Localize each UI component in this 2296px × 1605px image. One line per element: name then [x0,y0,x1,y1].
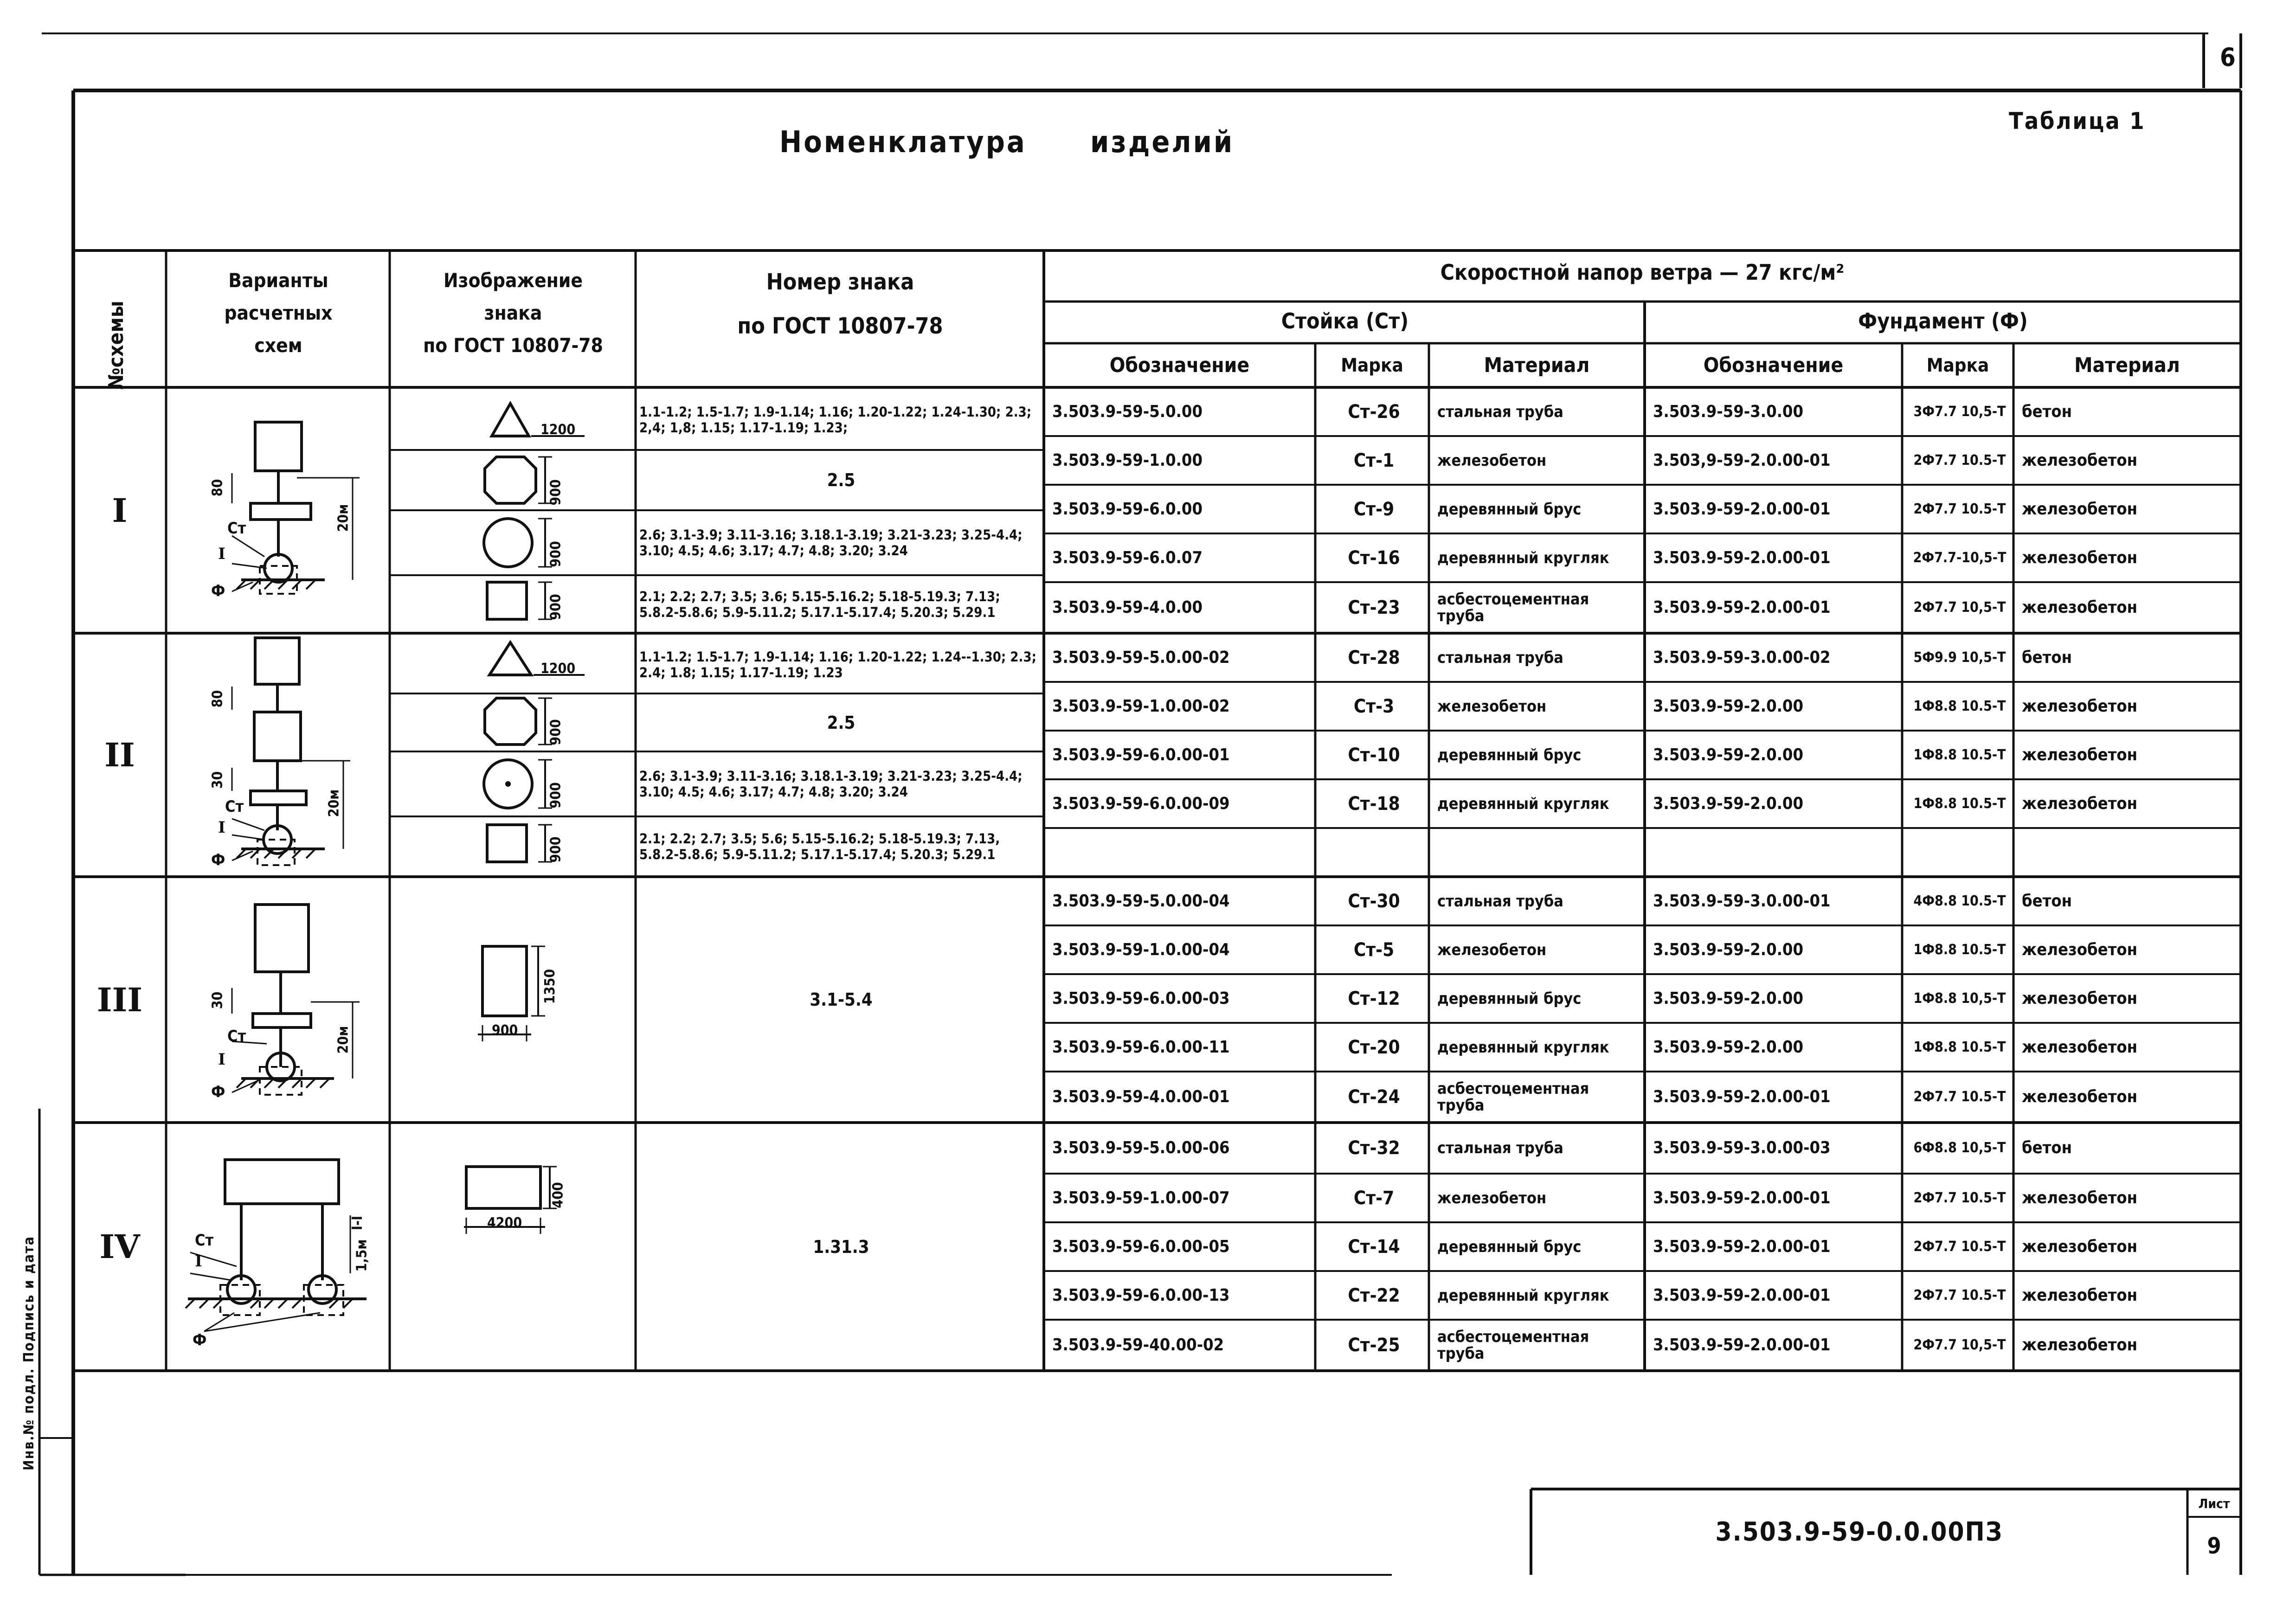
foundation-designation: 3.503.9-59-3.0.00-03 [1653,1138,1831,1157]
col-material: Материал [1484,353,1590,377]
post-designation: 3.503.9-59-6.0.00 [1052,499,1203,519]
post-designation: 3.503.9-59-1.0.00-07 [1052,1188,1230,1207]
foundation-designation [1653,828,1897,877]
sign-number-list: 1.1-1.2; 1.5-1.7; 1.9-1.14; 1.16; 1.20-1.22; 1.24-1.30; 2.3; 2,4; 1,8; 1.15; 1.17-1.19; 1.23; [639,404,1032,436]
post-designation: 3.503.9-59-6.0.00-01 [1052,745,1230,764]
foundation-mark: 2Ф7.7-10,5-Т [1913,549,2007,566]
post-mark: Ст-32 [1348,1137,1400,1159]
foundation-material: железобетон [2022,696,2137,716]
scheme-no-header: №схемы [104,301,128,390]
foundation-mark: 3Ф7.7 10,5-Т [1913,403,2006,420]
scheme-diagram-3 [232,905,360,1095]
scheme-post-label: Ст [225,797,244,816]
post-material: железобетон [1437,451,1547,470]
sign-number-list: 2.6; 3.1-3.9; 3.11-3.16; 3.18.1-3.19; 3.21-3.23; 3.25-4.4; 3.10; 4.5; 4.6; 3.17; 4.7; 4.8; 3.20; 3.24 [639,527,1023,559]
sign-number-list: 2.5 [827,712,855,733]
square-sign-icon [487,582,552,619]
foundation-designation: 3.503.9-59-2.0.00 [1653,940,1803,959]
post-material: железобетон [1437,1188,1547,1207]
scheme-foundation-label: Ф [211,851,225,869]
scheme-dim-label: I-I [349,1215,366,1231]
doc-code: 3.503.9-59-0.0.00ПЗ [1715,1517,2003,1547]
scheme-dim-label: 30 [209,771,226,789]
sign-dim-label: 900 [547,479,564,506]
post-designation: 3.503.9-59-5.0.00-06 [1052,1138,1230,1157]
foundation-material: железобетон [2022,499,2137,519]
post-designation: 3.503.9-59-6.0.00-13 [1052,1285,1230,1305]
sign-number-list: 2.1; 2.2; 2.7; 3.5; 3.6; 5.15-5.16.2; 5.18-5.19.3; 7.13; 5.8.2-5.8.6; 5.9-5.11.2; 5.17.1-5.17.4; 5.20.3; 5.29.1 [639,588,1000,620]
sign-dim-label: 1200 [540,422,576,438]
foundation-material [2022,828,2236,877]
sign-number-list: 1.1-1.2; 1.5-1.7; 1.9-1.14; 1.16; 1.20-1.22; 1.24--1.30; 2.3; 2.4; 1.8; 1.15; 1.17-1.19; 1.23 [639,648,1037,681]
post-designation [1052,828,1311,877]
post-designation: 3.503.9-59-40.00-02 [1052,1335,1224,1355]
foundation-designation: 3.503.9-59-3.0.00-01 [1653,891,1831,911]
foundation-material: железобетон [2022,794,2137,813]
scheme-number: IV [99,1227,140,1266]
foundation-mark: 2Ф7.7 10.5-Т [1913,1238,2006,1255]
foundation-material: железобетон [2022,940,2137,959]
sign-dim-label: 900 [547,836,564,863]
foundation-material: железобетон [2022,450,2137,470]
foundation-mark: 2Ф7.7 10,5-Т [1913,599,2006,616]
sign-no-header-1: Номер знака [766,269,914,295]
post-designation: 3.503.9-59-1.0.00 [1052,450,1203,470]
col-mark-2: Марка [1926,354,1989,376]
sign-dim-label: 900 [547,782,564,809]
scheme-dim-label: 30 [209,991,226,1009]
post-designation: 3.503.9-59-5.0.00-04 [1052,891,1230,911]
post-designation: 3.503.9-59-5.0.00-02 [1052,648,1230,667]
post-mark: Ст-14 [1348,1236,1400,1258]
scheme-foundation-label: Ф [211,582,225,600]
foundation-mark [1910,828,2009,877]
image-header-1: Изображение [444,269,583,292]
post-designation: 3.503.9-59-6.0.00-03 [1052,989,1230,1008]
foundation-material: железобетон [2022,989,2137,1008]
post-material: асбестоцементная труба [1437,1328,1589,1363]
post-mark: Ст-24 [1348,1086,1400,1108]
foundation-designation: 3.503.9-59-2.0.00-01 [1653,499,1831,519]
foundation-designation: 3.503.9-59-2.0.00-01 [1653,1087,1831,1106]
foundation-material: железобетон [2022,1087,2137,1106]
post-mark: Ст-20 [1348,1036,1400,1058]
sign-number-list: 3.1-5.4 [810,989,873,1010]
sign-dim-label: 400 [550,1182,566,1208]
sign-no-header-2: по ГОСТ 10807-78 [737,313,943,339]
foundation-mark: 2Ф7.7 10,5-Т [1913,1337,2006,1353]
foundation-designation: 3.503.9-59-2.0.00-01 [1653,548,1831,567]
scheme-post-label: Ст [227,519,246,538]
foundation-mark: 6Ф8.8 10,5-Т [1913,1140,2006,1156]
foundation-designation: 3.503.9-59-2.0.00 [1653,696,1803,716]
post-mark: Ст-5 [1353,939,1395,961]
post-mark: Ст-28 [1348,647,1400,668]
post-material: деревянный кругляк [1437,1038,1609,1057]
col-designation-2: Обозначение [1703,353,1844,377]
foundation-material: железобетон [2022,1285,2137,1305]
col-designation: Обозначение [1109,353,1250,377]
scheme-diagram-2 [232,638,350,865]
post-material: деревянный кругляк [1437,794,1609,813]
foundation-designation: 3.503.9-59-2.0.00-01 [1653,1188,1831,1207]
foundation-mark: 2Ф7.7 10.5-Т [1913,1089,2006,1105]
sheet-number: 9 [2207,1533,2221,1559]
post-designation: 3.503.9-59-5.0.00 [1052,402,1203,421]
page-number: 6 [2220,43,2236,72]
foundation-mark: 1Ф8.8 10.5-Т [1913,795,2006,812]
post-designation: 3.503.9-59-4.0.00-01 [1052,1087,1230,1106]
foundation-mark: 2Ф7.7 10.5-Т [1913,452,2006,469]
sign-number-list: 2.1; 2.2; 2.7; 3.5; 5.6; 5.15-5.16.2; 5.18-5.19.3; 7.13, 5.8.2-5.8.6; 5.9-5.11.2; 5.17.1-5.17.4; 5.20.3; 5.29.1 [639,831,1000,862]
sign-number-list: 2.6; 3.1-3.9; 3.11-3.16; 3.18.1-3.19; 3.21-3.23; 3.25-4.4; 3.10; 4.5; 4.6; 3.17; 4.7; 4.8; 3.20; 3.24 [639,768,1023,800]
post-material: стальная труба [1437,892,1563,911]
post-material [1437,828,1640,877]
wind-header: Скоростной напор ветра — 27 кгс/м² [1440,260,1845,285]
circle-sign-icon [484,760,552,808]
post-header: Стойка (Ст) [1281,308,1409,334]
variants-header-2: расчетных [224,302,333,324]
post-designation: 3.503.9-59-1.0.00-04 [1052,940,1230,959]
foundation-mark: 2Ф7.7 10.5-Т [1913,501,2006,517]
post-material: деревянный брус [1437,1237,1582,1256]
sign-dim-label: 1200 [540,661,576,677]
post-mark: Ст-1 [1353,449,1395,471]
scheme-dim-label: 20м [326,789,342,817]
foundation-designation: 3.503.9-59-2.0.00-01 [1653,598,1831,617]
foundation-mark: 1Ф8.8 10.5-Т [1913,746,2006,763]
foundation-designation: 3.503,9-59-2.0.00-01 [1653,450,1831,470]
foundation-designation: 3.503.9-59-2.0.00-01 [1653,1335,1831,1355]
scheme-post-label: Ст [195,1231,214,1250]
side-stamp: Инв.№ подл. Подпись и дата [21,1236,37,1470]
scheme-number: II [104,736,135,774]
scheme-dim-label: 20м [335,504,352,532]
foundation-material: железобетон [2022,745,2137,764]
post-material: железобетон [1437,697,1547,716]
foundation-mark: 2Ф7.7 10.5-Т [1913,1287,2006,1303]
page-title-left: Номенклатура [779,125,1027,160]
sheet-label: Лист [2198,1496,2230,1511]
scheme-foundation-label: Ф [211,1083,225,1101]
variants-header-3: схем [254,334,302,357]
foundation-mark: 4Ф8.8 10.5-Т [1913,892,2006,909]
foundation-material: бетон [2022,891,2072,911]
triangle-sign-icon [489,642,531,675]
foundation-designation: 3.503.9-59-2.0.00 [1653,745,1803,764]
post-designation: 3.503.9-59-6.0.07 [1052,548,1203,567]
table-label: Таблица 1 [2009,108,2146,135]
post-mark: Ст-18 [1348,793,1400,815]
post-designation: 3.503.9-59-1.0.00-02 [1052,696,1230,716]
foundation-designation: 3.503.9-59-2.0.00 [1653,1037,1803,1057]
variants-header-1: Варианты [228,269,328,292]
sign-number-list: 1.31.3 [813,1236,869,1257]
post-material: деревянный брус [1437,989,1582,1008]
foundation-mark: 1Ф8.8 10.5-Т [1913,1039,2006,1055]
post-mark: Ст-26 [1348,401,1400,423]
foundation-material: бетон [2022,1138,2072,1157]
foundation-designation: 3.503.9-59-2.0.00-01 [1653,1237,1831,1256]
circle-sign-icon [484,519,552,567]
foundation-material: железобетон [2022,1037,2137,1057]
scheme-foundation-label: Ф [193,1331,207,1349]
triangle-sign-icon [492,404,529,436]
image-header-3: по ГОСТ 10807-78 [423,334,603,357]
post-designation: 3.503.9-59-6.0.00-11 [1052,1037,1230,1057]
scheme-dim-label: 80 [209,690,226,708]
post-mark: Ст-30 [1348,890,1400,912]
foundation-material: железобетон [2022,548,2137,567]
sign-dim-label: 900 [547,541,564,567]
image-header-2: знака [484,302,542,324]
post-material: деревянный брус [1437,500,1582,519]
page-title-right: изделий [1090,125,1235,160]
post-material: стальная труба [1437,648,1563,667]
foundation-material: бетон [2022,648,2072,667]
post-material: деревянный кругляк [1437,1286,1609,1305]
octagon-sign-icon [485,457,552,503]
post-mark [1324,828,1424,877]
foundation-material: бетон [2022,402,2072,421]
foundation-mark: 1Ф8.8 10,5-Т [1913,990,2006,1007]
post-material: железобетон [1437,940,1547,959]
post-material: деревянный брус [1437,745,1582,764]
post-mark: Ст-7 [1353,1187,1395,1209]
foundation-designation: 3.503.9-59-2.0.00-01 [1653,1285,1831,1305]
scheme-dim-label: 80 [209,479,226,497]
foundation-material: железобетон [2022,598,2137,617]
post-mark: Ст-16 [1348,547,1400,569]
foundation-mark: 2Ф7.7 10.5-Т [1913,1189,2006,1206]
post-mark: Ст-23 [1348,597,1400,618]
post-mark: Ст-9 [1353,498,1395,520]
post-material: асбестоцементная труба [1437,1079,1589,1115]
post-mark: Ст-12 [1348,988,1400,1009]
post-designation: 3.503.9-59-6.0.00-09 [1052,794,1230,813]
sign-dim-label: 4200 [487,1215,522,1231]
post-material: деревянный кругляк [1437,548,1609,567]
octagon-sign-icon [485,698,552,745]
post-designation: 3.503.9-59-4.0.00 [1052,598,1203,617]
scheme-section-label: I [218,1050,225,1069]
foundation-designation: 3.503.9-59-3.0.00-02 [1653,648,1831,667]
sign-number-list: 2.5 [827,470,855,490]
foundation-designation: 3.503.9-59-2.0.00 [1653,989,1803,1008]
foundation-mark: 1Ф8.8 10.5-Т [1913,941,2006,958]
sign-dim-label: 900 [547,594,564,620]
sign-dim-label: 900 [547,719,564,745]
col-material-2: Материал [2074,353,2180,377]
foundation-header: Фундамент (Ф) [1858,308,2028,334]
foundation-material: железобетон [2022,1188,2137,1207]
scheme-dim-label: 20м [335,1026,352,1054]
scheme-section-label: I [218,545,225,563]
foundation-designation: 3.503.9-59-2.0.00 [1653,794,1803,813]
post-material: стальная труба [1437,402,1563,421]
scheme-post-label: Ст [227,1027,246,1046]
sign-dim-label: 900 [492,1022,518,1039]
post-mark: Ст-25 [1348,1335,1400,1356]
foundation-mark: 1Ф8.8 10.5-Т [1913,698,2006,714]
foundation-designation: 3.503.9-59-3.0.00 [1653,402,1803,421]
square-sign-icon [487,825,552,862]
scheme-number: III [96,980,143,1019]
post-mark: Ст-22 [1348,1284,1400,1306]
scheme-dim-label: 1,5м [354,1239,370,1272]
post-material: асбестоцементная труба [1437,590,1589,625]
scheme-section-label: I [218,818,225,837]
foundation-material: железобетон [2022,1237,2137,1256]
post-mark: Ст-3 [1353,695,1395,717]
foundation-material: железобетон [2022,1335,2137,1355]
post-material: стальная труба [1437,1139,1563,1157]
post-designation: 3.503.9-59-6.0.00-05 [1052,1237,1230,1256]
foundation-mark: 5Ф9.9 10,5-Т [1913,649,2006,666]
scheme-section-label: I [195,1252,202,1271]
post-mark: Ст-10 [1348,744,1400,766]
sign-dim-label: 1350 [542,969,559,1004]
scheme-number: I [112,491,128,530]
col-mark: Марка [1341,354,1403,376]
